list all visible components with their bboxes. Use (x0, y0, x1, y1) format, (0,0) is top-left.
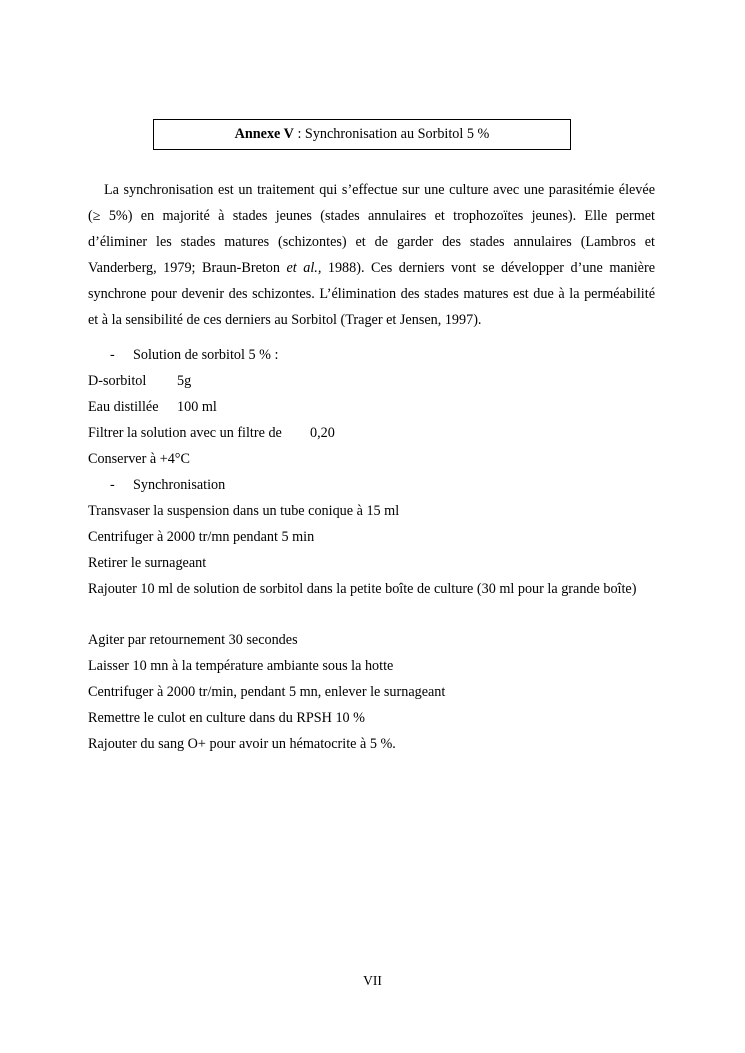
bullet-dash: - (110, 477, 115, 493)
intro-paragraph (88, 177, 655, 333)
synchro-heading-text: Synchronisation (133, 477, 226, 493)
intro-italic: et al., (286, 260, 322, 276)
step-line: Laisser 10 mn à la température ambiante sous la hotte (88, 658, 394, 674)
filter-row (88, 423, 282, 443)
ingredient-label: D-sorbitol (88, 373, 147, 389)
filter-label: Filtrer la solution avec un filtre de (88, 425, 282, 441)
solution-heading (110, 345, 278, 365)
ingredient-row (88, 371, 146, 391)
ingredient-value: 100 ml (177, 399, 217, 415)
annex-title-bold: Annexe V (234, 126, 294, 142)
step-line: Rajouter 10 ml de solution de sorbitol dans la petite boîte de culture (30 ml pour la grande boîte) (88, 581, 637, 597)
bullet-dash: - (110, 347, 115, 363)
step-line: Remettre le culot en culture dans du RPSH 10 % (88, 710, 365, 726)
annex-title-rest: : Synchronisation au Sorbitol 5 % (293, 126, 490, 142)
step-line: Agiter par retournement 30 secondes (88, 632, 298, 648)
intro-text-2: 1988). Ces derniers vont se développer d’une manière synchrone pour devenir des schizontes. L’élimination des stades matures est due à la perméabilité et à la sensibilité de ces derniers au Sorbitol (Trager et Jensen, 1997). (88, 260, 656, 328)
step-line: Rajouter du sang O+ pour avoir un hématocrite à 5 %. (88, 736, 396, 752)
ingredient-label: Eau distillée (88, 399, 159, 415)
step-line: Retirer le surnageant (88, 555, 207, 571)
synchro-heading (110, 475, 225, 495)
step-line: Centrifuger à 2000 tr/mn pendant 5 min (88, 529, 315, 545)
ingredient-row (88, 397, 159, 417)
conserve-line: Conserver à +4°C (88, 451, 190, 467)
solution-heading-text: Solution de sorbitol 5 % : (133, 347, 279, 363)
annex-title (235, 126, 490, 143)
step-line: Centrifuger à 2000 tr/min, pendant 5 mn, enlever le surnageant (88, 684, 446, 700)
intro-text-1: La synchronisation est un traitement qui s’effectue sur une culture avec une parasitémie élevée (≥ 5%) en majorité à stades jeunes (stades annulaires et trophozoïtes jeunes). Elle permet d’éliminer les stades matures (schizontes) et de garder des stades annulaires (Lambros et Vanderberg, 1979; Braun-Breton (88, 182, 655, 276)
page-number: VII (363, 973, 382, 988)
step-line: Transvaser la suspension dans un tube conique à 15 ml (88, 503, 400, 519)
ingredient-value: 5g (177, 373, 192, 389)
filter-value: 0,20 (310, 425, 335, 441)
annex-title-box (153, 119, 571, 150)
